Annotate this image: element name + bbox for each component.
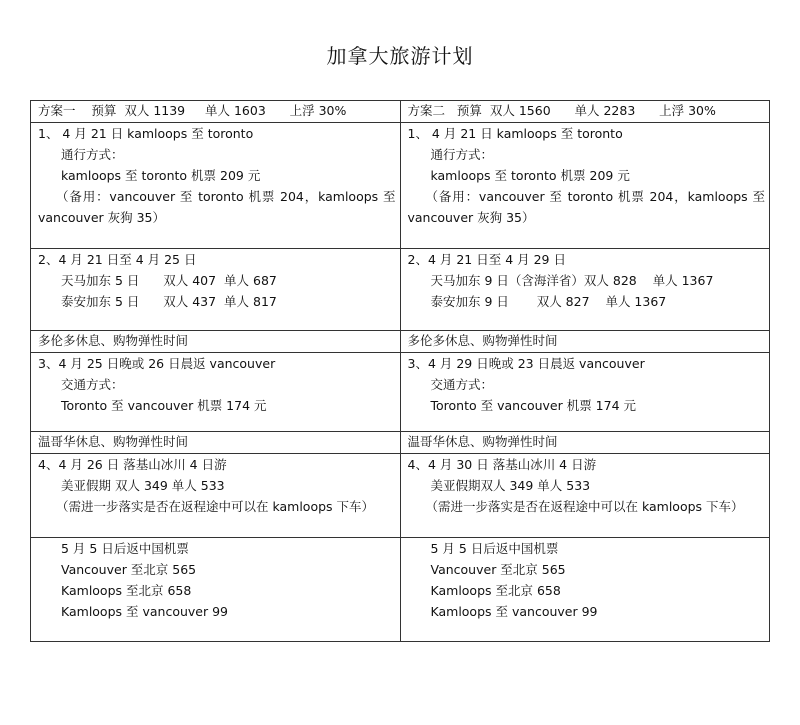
- leg3-title: 3、4 月 25 日晚或 26 日晨返 vancouver: [38, 356, 276, 371]
- plan-one-header: [31, 101, 401, 123]
- return-vancouver-beijing: Vancouver 至北京 565: [430, 562, 566, 577]
- leg1-transport-label: 通行方式：: [61, 147, 124, 162]
- plan-two-budget: 方案二 预算 双人 1560 单人 2283 上浮 30%: [407, 103, 716, 118]
- return-kamloops-vancouver: Kamloops 至 vancouver 99: [61, 604, 229, 619]
- toronto-free-time-label: 多伦多休息、购物弹性时间: [407, 333, 558, 348]
- table-row-vancouver-free-time: [31, 432, 770, 454]
- leg2-title: 2、4 月 21 日至 4 月 25 日: [38, 252, 197, 267]
- toronto-free-time-label: 多伦多休息、购物弹性时间: [38, 333, 189, 348]
- leg1-title: 1、 4 月 21 日 kamloops 至 toronto: [407, 126, 623, 141]
- leg1-backup-note: （备用：vancouver 至 toronto 机票 204，kamloops 至 vancouver 灰狗 35）: [38, 189, 396, 225]
- plan-one-leg4-cell: [31, 454, 401, 538]
- vancouver-free-time-label: 温哥华休息、购物弹性时间: [407, 434, 558, 449]
- leg1-flight: kamloops 至 toronto 机票 209 元: [430, 168, 630, 183]
- plan-one-budget: 方案一 预算 双人 1139 单人 1603 上浮 30%: [38, 103, 347, 118]
- leg2-option-tianma: 天马加东 9 日（含海洋省）双人 828 单人 1367: [430, 273, 714, 288]
- plan-two-return-cell: [400, 538, 770, 642]
- plan-two-vancouver-free-time: [400, 432, 770, 454]
- plan-one-leg2-cell: [31, 249, 401, 331]
- return-title: 5 月 5 日后返中国机票: [61, 541, 189, 556]
- plan-two-leg4-cell: [400, 454, 770, 538]
- leg1-transport-label: 通行方式：: [430, 147, 494, 162]
- table-row-return-flights: [31, 538, 770, 642]
- table-row-header: [31, 101, 770, 123]
- return-kamloops-vancouver: Kamloops 至 vancouver 99: [430, 604, 598, 619]
- leg1-backup-note: （备用：vancouver 至 toronto 机票 204，kamloops 至 vancouver 灰狗 35）: [407, 189, 765, 225]
- leg2-option-taian: 泰安加东 9 日 双人 827 单人 1367: [430, 294, 667, 309]
- return-kamloops-beijing: Kamloops 至北京 658: [61, 583, 192, 598]
- table-row-leg4: [31, 454, 770, 538]
- leg1-title: 1、 4 月 21 日 kamloops 至 toronto: [38, 126, 254, 141]
- return-title: 5 月 5 日后返中国机票: [430, 541, 559, 556]
- leg3-flight: Toronto 至 vancouver 机票 174 元: [61, 398, 267, 413]
- leg3-flight: Toronto 至 vancouver 机票 174 元: [430, 398, 637, 413]
- leg4-tour-price: 美亚假期双人 349 单人 533: [430, 478, 591, 493]
- plan-one-toronto-free-time: [31, 331, 401, 353]
- leg3-transport-label: 交通方式：: [61, 377, 124, 392]
- plan-one-return-cell: [31, 538, 401, 642]
- leg2-option-taian: 泰安加东 5 日 双人 437 单人 817: [61, 294, 277, 309]
- table-row-leg1: [31, 123, 770, 249]
- leg3-title: 3、4 月 29 日晚或 23 日晨返 vancouver: [407, 356, 645, 371]
- leg4-note: （需进一步落实是否在返程途中可以在 kamloops 下车）: [425, 499, 744, 514]
- plan-two-header: [400, 101, 770, 123]
- leg4-note: （需进一步落实是否在返程途中可以在 kamloops 下车）: [56, 499, 375, 514]
- table-row-leg3: [31, 353, 770, 432]
- leg4-title: 4、4 月 26 日 落基山冰川 4 日游: [38, 457, 227, 472]
- table-row-leg2: [31, 249, 770, 331]
- leg4-tour-price: 美亚假期 双人 349 单人 533: [61, 478, 225, 493]
- plan-two-leg3-cell: [400, 353, 770, 432]
- leg1-flight: kamloops 至 toronto 机票 209 元: [61, 168, 261, 183]
- leg3-transport-label: 交通方式：: [430, 377, 494, 392]
- leg2-option-tianma: 天马加东 5 日 双人 407 单人 687: [61, 273, 277, 288]
- leg4-title: 4、4 月 30 日 落基山冰川 4 日游: [407, 457, 597, 472]
- table-row-toronto-free-time: [31, 331, 770, 353]
- plan-one-leg3-cell: [31, 353, 401, 432]
- vancouver-free-time-label: 温哥华休息、购物弹性时间: [38, 434, 189, 449]
- plan-comparison-table: [30, 100, 770, 642]
- page-title: 加拿大旅游计划: [326, 44, 474, 68]
- return-vancouver-beijing: Vancouver 至北京 565: [61, 562, 197, 577]
- leg2-title: 2、4 月 21 日至 4 月 29 日: [407, 252, 566, 267]
- plan-two-toronto-free-time: [400, 331, 770, 353]
- return-kamloops-beijing: Kamloops 至北京 658: [430, 583, 561, 598]
- plan-two-leg1-cell: [400, 123, 770, 249]
- plan-one-leg1-cell: [31, 123, 401, 249]
- plan-one-vancouver-free-time: [31, 432, 401, 454]
- plan-two-leg2-cell: [400, 249, 770, 331]
